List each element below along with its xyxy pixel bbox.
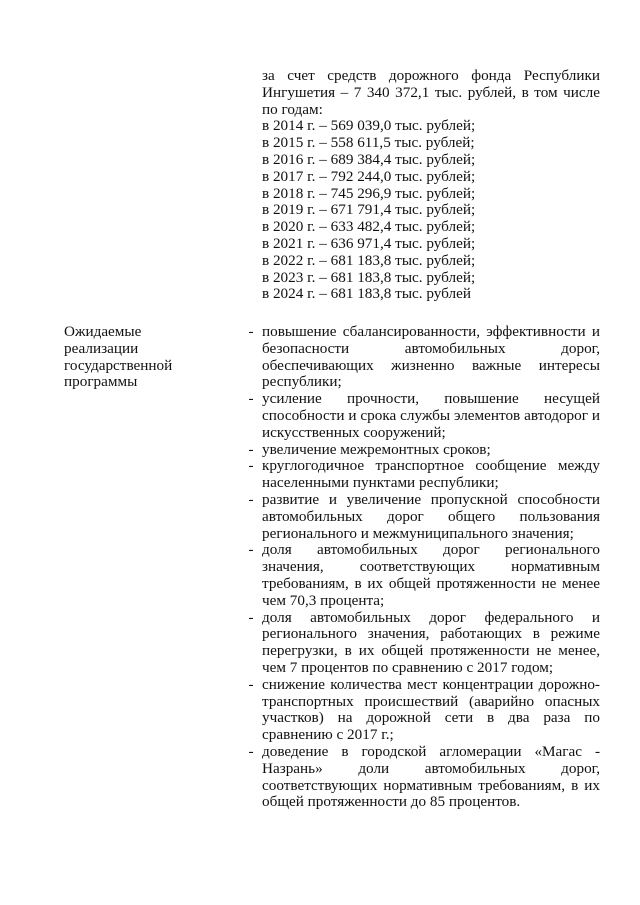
result-line: обеспечивающих жизненно важные интересы xyxy=(262,356,600,374)
funding-year-line: в 2022 г. – 681 183,8 тыс. рублей; xyxy=(262,251,476,269)
label-line: реализации xyxy=(64,339,139,357)
result-item xyxy=(248,541,600,609)
result-line: автомобильных дорог общего пользования xyxy=(262,507,600,525)
list-dash: - xyxy=(248,541,254,559)
result-line: доведение в городской агломерации «Магас - xyxy=(262,742,600,760)
result-line: сравнению с 2017 г.; xyxy=(262,726,394,744)
result-line: регионального и межмуниципального значения; xyxy=(262,524,574,542)
result-line: развитие и увеличение пропускной способности xyxy=(262,490,600,508)
list-dash: - xyxy=(248,457,254,475)
result-line: населенными пунктами республики; xyxy=(262,474,499,492)
result-item xyxy=(248,440,600,459)
funding-year-line: в 2021 г. – 636 971,4 тыс. рублей; xyxy=(262,234,476,252)
result-line: безопасности автомобильных дорог, xyxy=(262,339,600,357)
result-line: перегрузки, в их общей протяженности не менее, xyxy=(262,642,600,660)
funding-year-line: в 2024 г. – 681 183,8 тыс. рублей xyxy=(262,285,471,303)
funding-year-line: в 2019 г. – 671 791,4 тыс. рублей; xyxy=(262,201,476,219)
result-line: усиление прочности, повышение несущей xyxy=(262,390,600,408)
result-line: способности и срока службы элементов автодорог и xyxy=(262,406,600,424)
list-dash: - xyxy=(248,440,254,458)
result-line: требованиям, в их общей протяженности не менее xyxy=(262,574,600,592)
funding-year-line: в 2020 г. – 633 482,4 тыс. рублей; xyxy=(262,218,476,236)
funding-sources xyxy=(262,68,600,303)
result-line: чем 7 процентов по сравнению с 2017 годом; xyxy=(262,658,554,676)
result-line: увеличение межремонтных сроков; xyxy=(262,440,491,458)
label-line: Ожидаемые xyxy=(64,323,142,340)
result-item xyxy=(248,390,600,441)
list-dash: - xyxy=(248,490,254,508)
list-dash: - xyxy=(248,742,254,760)
result-line: общей протяженности до 85 процентов. xyxy=(262,793,521,811)
funding-year-line: в 2015 г. – 558 611,5 тыс. рублей; xyxy=(262,134,475,152)
result-line: снижение количества мест концентрации дорожно- xyxy=(262,675,600,693)
result-item xyxy=(248,323,600,391)
result-line: транспортных происшествий (аварийно опасных xyxy=(262,692,600,710)
funding-year-line: в 2023 г. – 681 183,8 тыс. рублей; xyxy=(262,268,476,286)
list-dash: - xyxy=(248,608,254,626)
result-line: повышение сбалансированности, эффективности и xyxy=(262,323,600,340)
label-line: программы xyxy=(64,373,138,391)
result-line: доля автомобильных дорог регионального xyxy=(262,541,600,559)
result-line: Назрань» доли автомобильных дорог, xyxy=(262,759,600,777)
funding-intro-line: по годам: xyxy=(262,100,323,118)
result-item xyxy=(248,457,600,492)
funding-year-line: в 2016 г. – 689 384,4 тыс. рублей; xyxy=(262,150,476,168)
result-line: соответствующих нормативным требованиям, в их xyxy=(262,776,600,794)
result-line: республики; xyxy=(262,373,342,391)
list-dash: - xyxy=(248,675,254,693)
result-line: чем 70,3 процента; xyxy=(262,591,385,609)
result-line: круглогодичное транспортное сообщение между xyxy=(262,457,600,475)
result-line: участков) на дорожной сети в два раза по xyxy=(262,709,600,727)
list-dash: - xyxy=(248,390,254,408)
result-item xyxy=(248,608,600,677)
funding-year-line: в 2014 г. – 569 039,0 тыс. рублей; xyxy=(262,117,476,135)
funding-intro-line: за счет средств дорожного фонда Республики xyxy=(262,67,600,84)
funding-intro-line: Ингушетия – 7 340 372,1 тыс. рублей, в том числе xyxy=(262,83,600,101)
result-line: регионального значения, работающих в режиме xyxy=(262,625,600,643)
result-item xyxy=(248,490,600,542)
label-line: государственной xyxy=(64,356,173,374)
result-line: искусственных сооружений; xyxy=(262,423,446,441)
expected-results-list xyxy=(248,323,600,811)
result-item xyxy=(248,742,600,811)
expected-results-label xyxy=(64,324,214,391)
funding-year-line: в 2018 г. – 745 296,9 тыс. рублей; xyxy=(262,184,476,202)
list-dash: - xyxy=(248,323,254,340)
result-line: значения, соответствующих нормативным xyxy=(262,558,600,576)
result-item xyxy=(248,675,600,744)
funding-year-line: в 2017 г. – 792 244,0 тыс. рублей; xyxy=(262,167,476,185)
result-line: доля автомобильных дорог федерального и xyxy=(262,608,600,626)
